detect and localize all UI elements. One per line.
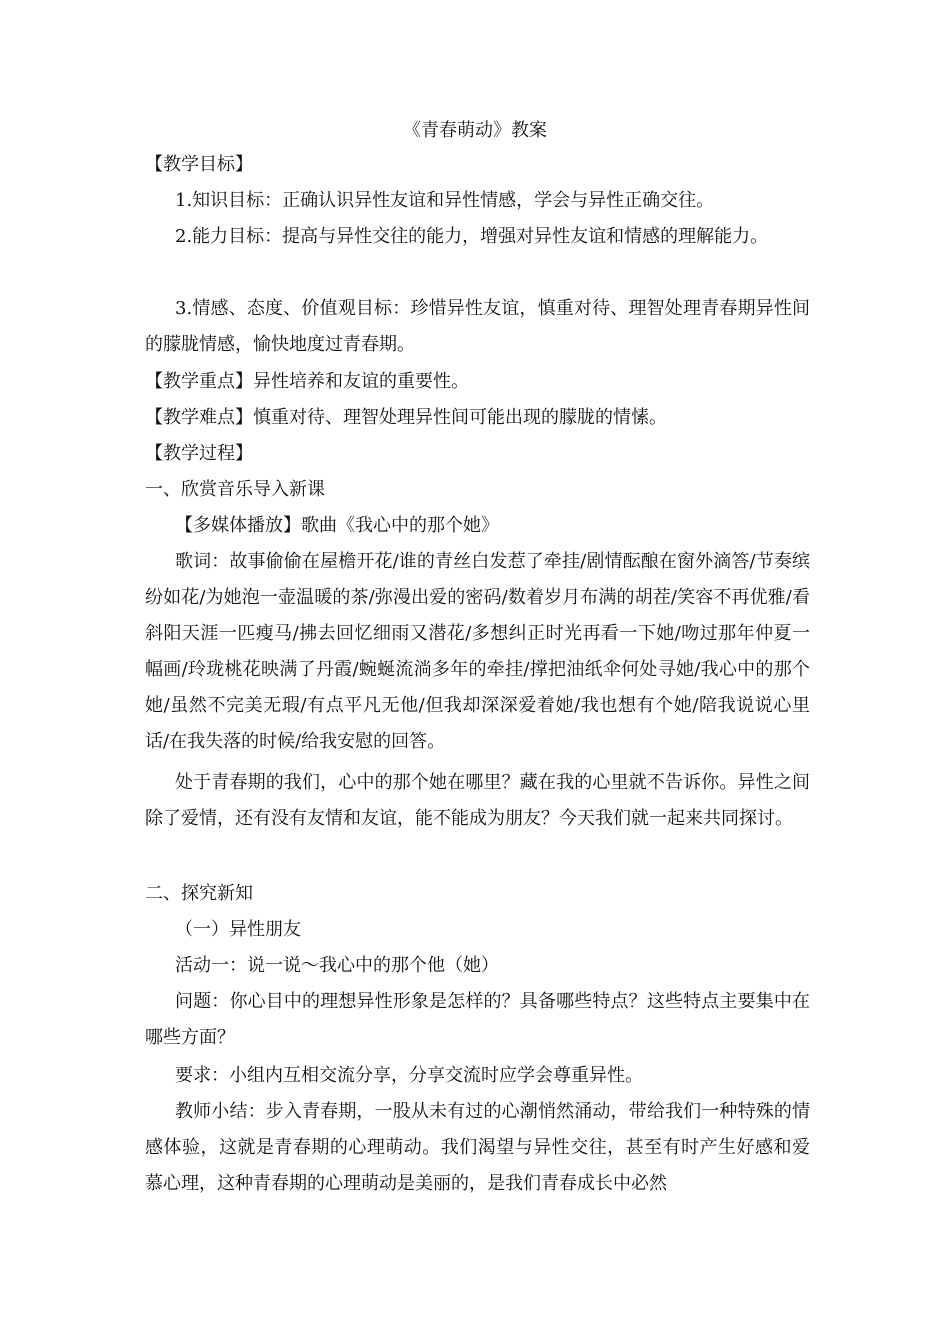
requirement-line: 要求：小组内互相交流分享，分享交流时应学会尊重异性。	[175, 1065, 643, 1086]
section2-heading: 二、探究新知	[145, 883, 253, 904]
difficulty-point: 【教学难点】慎重对待、理智处理异性间可能出现的朦胧的情愫。	[145, 407, 667, 428]
teacher-summary: 教师小结：步入青春期，一股从未有过的心潮悄然涌动，带给我们一种特殊的情感体验，这就是青春期的心理萌动。我们渴望与异性交往，甚至有时产生好感和爱慕心理，这种青春期的心理萌动是美丽的，是我们青春成长中必然	[145, 1101, 810, 1194]
intro-paragraph: 处于青春期的我们，心中的那个她在哪里？藏在我的心里就不告诉你。异性之间除了爱情，还有没有友情和友谊，能不能成为朋友？今天我们就一起来共同探讨。	[145, 772, 810, 829]
media-playback: 【多媒体播放】歌曲《我心中的那个她》	[175, 515, 499, 536]
objectives-heading: 【教学目标】	[145, 154, 253, 175]
question-paragraph: 问题：你心目中的理想异性形象是怎样的？具备哪些特点？这些特点主要集中在哪些方面？	[145, 991, 810, 1048]
song-lyrics: 歌词：故事偷偷在屋檐开花/谁的青丝白发惹了牵挂/剧情酝酿在窗外滴答/节奏缤纷如花/为她泡一壶温暖的茶/弥漫出爱的密码/数着岁月布满的胡茬/笑容不再优雅/看斜阳天涯一匹瘦马/拂去回忆细雨又潜花/多想纠正时光再看一下她/吻过那年仲夏一幅画/玲珑桃花映满了丹霞/蜿蜒流淌多年的牵挂/撑把油纸伞何处寻她/我心中的那个她/虽然不完美无瑕/有点平凡无他/但我却深深爱着她/我也想有个她/陪我说说心里话/在我失落的时候/给我安慰的回答。	[145, 551, 810, 752]
process-heading: 【教学过程】	[145, 443, 253, 464]
section1-heading: 一、欣赏音乐导入新课	[145, 479, 325, 500]
ability-objective: 2.能力目标：提高与异性交往的能力，增强对异性友谊和情感的理解能力。	[175, 226, 769, 247]
values-objective: 3.情感、态度、价值观目标：珍惜异性友谊，慎重对待、理智处理青春期异性间的朦胧情感，愉快地度过青春期。	[145, 298, 810, 355]
knowledge-objective: 1.知识目标：正确认识异性友谊和异性情感，学会与异性正确交往。	[175, 190, 715, 211]
activity-one: 活动一：说一说～我心中的那个他（她）	[175, 955, 499, 976]
document-title: 《青春萌动》教案	[403, 120, 547, 141]
key-point: 【教学重点】异性培养和友谊的重要性。	[145, 371, 469, 392]
subsection-heading: （一）异性朋友	[175, 919, 301, 940]
